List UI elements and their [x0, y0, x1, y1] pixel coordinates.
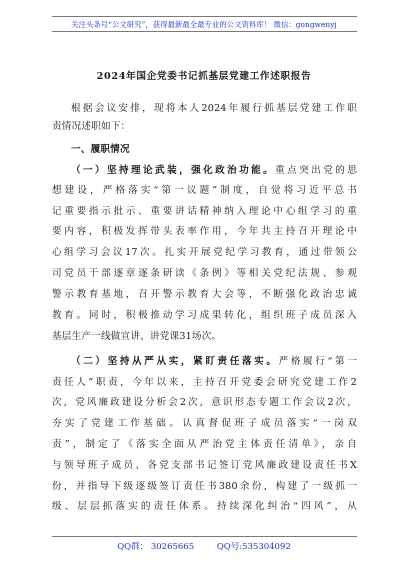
body-line [52, 479, 357, 494]
body-line [71, 101, 357, 116]
line-text: 夯实了党建工作基础。认真督促班子成员落实“一岗双 [52, 418, 357, 429]
line-text: 根据会议安排，现将本人2024年履行抓基层党建工作职 [71, 103, 357, 114]
line-text: 警示教育基地，召开警示教育大会等，不断强化政治忠诚 [52, 289, 357, 300]
body-line [52, 183, 357, 198]
body-line [52, 245, 357, 260]
body-line [52, 499, 357, 514]
line-text: 一、履职情况 [71, 144, 130, 155]
line-text: 要内容，积极发挥带头表率作用，今年共主持召开理论中 [52, 226, 357, 237]
body-line [52, 437, 357, 452]
body-line [52, 119, 357, 134]
qq-number-text: QQ号:535304092 [216, 542, 291, 552]
promo-banner-bottom [0, 540, 408, 552]
header-rule [52, 16, 357, 17]
line-text: 想建设，严格落实“第一议题”制度，自觉将习近平总书 [52, 185, 357, 196]
body-line [52, 224, 357, 239]
body-line [52, 204, 357, 219]
line-text: 次，党风廉政建设分析会2次，意识形态专题工作会议2次， [52, 397, 357, 408]
section-heading: （一）坚持理论武装，强化政治功能。 [71, 165, 276, 176]
line-text: 责”，制定了《落实全面从严治党主体责任清单》，亲自 [52, 439, 357, 450]
line-text: 级、层层抓落实的责任体系。持续深化纠治“四风”，从 [52, 501, 357, 512]
body-line [52, 329, 357, 344]
body-line [52, 308, 357, 323]
body-line [52, 375, 357, 390]
body-line [52, 416, 357, 431]
document-title: 2024年国企党委书记抓基层党建工作述职报告 [96, 71, 312, 82]
line-text: 严格履行“第一 [278, 356, 357, 367]
line-text: 教育。同时，积极推动学习成果转化，组织班子成员深入 [52, 310, 357, 321]
body-line [52, 395, 357, 410]
body-line [52, 458, 357, 473]
promo-banner-top: 关注头条号“公文研究”，获得最新最全最专业的公文资料库！ 微信：gongwenyj [71, 20, 337, 29]
body-line [52, 287, 357, 302]
footer-rule [52, 536, 357, 537]
header-rule-bottom [52, 31, 357, 32]
line-text: 司党员干部逐章逐条研读《条例》等相关党纪法规、参观 [52, 268, 357, 279]
line-text: 重点突出党的思 [275, 165, 357, 176]
line-text: 基层生产一线做宣讲、讲党课31场次。 [52, 331, 222, 342]
section-heading: （二）坚持从严从实，紧盯责任落实。 [71, 356, 279, 367]
body-line [71, 163, 357, 178]
line-text: 责情况述职如下： [52, 121, 131, 132]
line-text: 份，并指导下级逐级签订责任书380余份，构建了一级抓一 [52, 481, 357, 492]
line-text: 责任人”职责，今年以来，主持召开党委会研究党建工作2 [52, 377, 357, 388]
qq-group-text: QQ群： 30265665 [117, 542, 195, 552]
body-line [71, 142, 357, 157]
line-text: 记重要指示批示、重要讲话精神纳入理论中心组学习的重 [52, 206, 357, 217]
line-text: 与领导班子成员、各党支部书记签订党风廉政建设责任书X [52, 460, 357, 471]
line-text: 心组学习会议17次。扎实开展党纪学习教育，通过带领公 [52, 247, 357, 258]
body-line [71, 354, 357, 369]
body-line [52, 266, 357, 281]
